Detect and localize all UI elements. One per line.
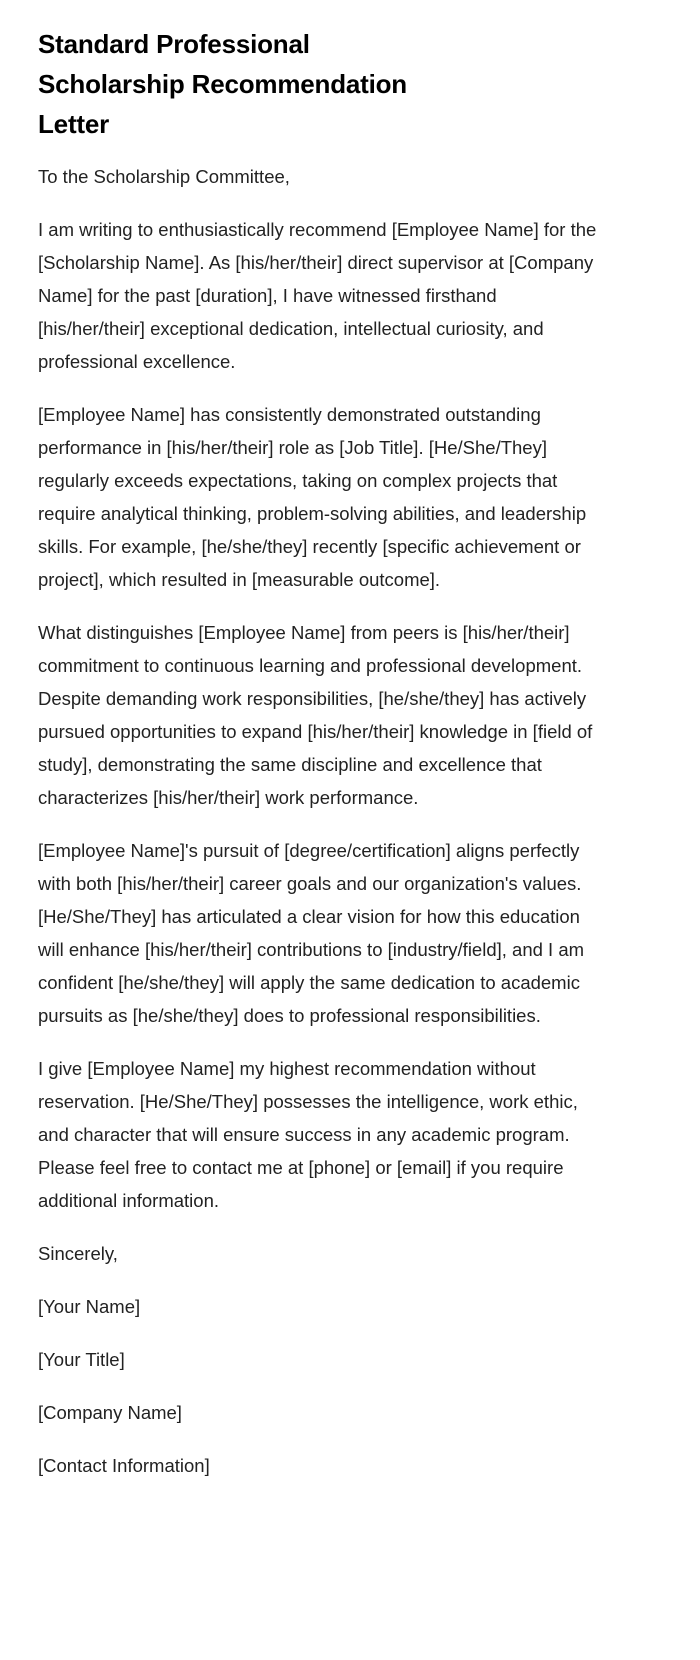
letter-paragraph-5: I give [Employee Name] my highest recommendation without reservation. [He/She/They] possesses the intelligence, work ethic, and character that will ensure success in any academic program. Please feel free to contact me at [phone] or [email] if you require additional information. xyxy=(38,1058,578,1211)
signature-block xyxy=(38,1290,604,1482)
signature-company-name: [Company Name] xyxy=(38,1402,182,1423)
signature-your-title: [Your Title] xyxy=(38,1349,125,1370)
letter-paragraph-4: [Employee Name]'s pursuit of [degree/certification] aligns perfectly with both [his/her/their] career goals and our organization's values. [He/She/They] has articulated a clear vision for how this education will enhance [his/her/their] contributions to [industry/field], and I am confident [he/she/they] will apply the same dedication to academic pursuits as [he/she/they] does to professional responsibilities. xyxy=(38,840,585,1026)
signature-contact-information: [Contact Information] xyxy=(38,1455,210,1476)
letter-paragraph-1: I am writing to enthusiastically recommend [Employee Name] for the [Scholarship Name]. As [his/her/their] direct supervisor at [Company Name] for the past [duration], I have witnessed firsthand [his/her/their] exceptional dedication, intellectual curiosity, and professional excellence. xyxy=(38,219,597,372)
letter-paragraph-3: What distinguishes [Employee Name] from peers is [his/her/their] commitment to continuous learning and professional development. Despite demanding work responsibilities, [he/she/they] has actively pursued opportunities to expand [his/her/their] knowledge in [field of study], demonstrating the same discipline and excellence that characterizes [his/her/their] work performance. xyxy=(38,622,593,808)
letter-paragraph-2: [Employee Name] has consistently demonstrated outstanding performance in [his/her/their] role as [Job Title]. [He/She/They] regularly exceeds expectations, taking on complex projects that require analytical thinking, problem-solving abilities, and leadership skills. For example, [he/she/they] recently [specific achievement or project], which resulted in [measurable outcome]. xyxy=(38,404,587,590)
letter-salutation: To the Scholarship Committee, xyxy=(38,166,290,187)
signature-your-name: [Your Name] xyxy=(38,1296,141,1317)
page-title: Standard Professional Scholarship Recommendation Letter xyxy=(38,29,407,139)
letter-closing: Sincerely, xyxy=(38,1243,118,1264)
